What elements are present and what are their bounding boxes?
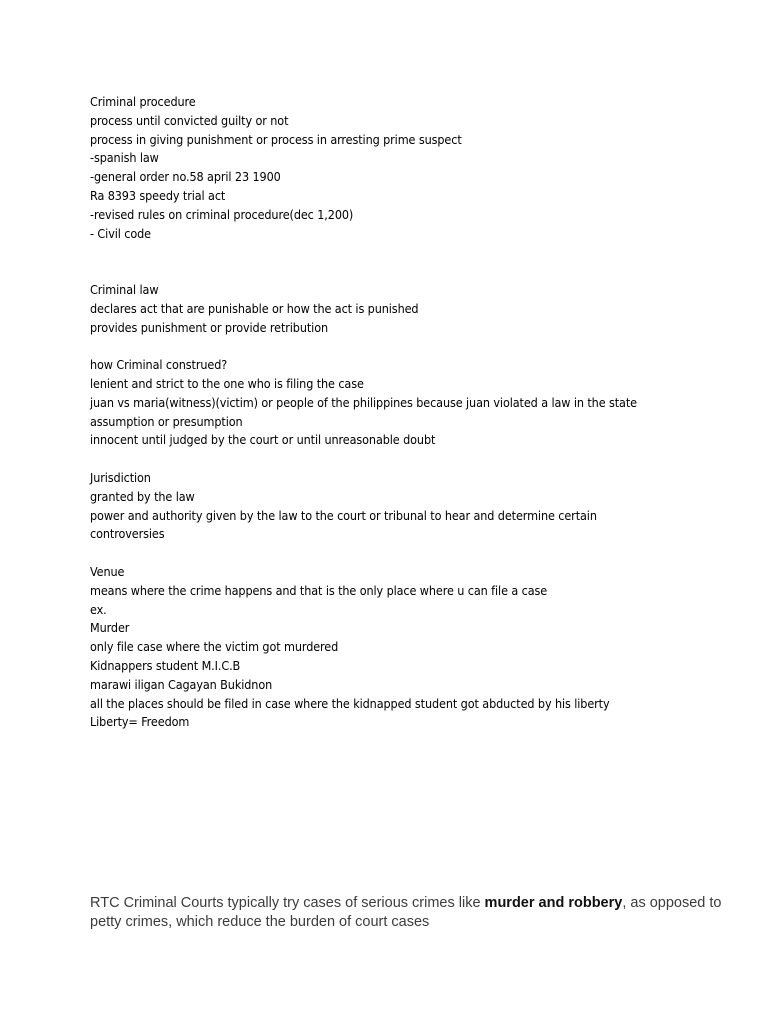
section-venue xyxy=(90,563,740,732)
blank-space xyxy=(90,243,740,281)
note-line: only file case where the victim got murdered xyxy=(90,639,339,655)
blank-space xyxy=(90,450,740,469)
note-line: declares act that are punishable or how the act is punished xyxy=(90,300,419,316)
note-line: -general order no.58 april 23 1900 xyxy=(90,169,281,185)
note-line: Liberty= Freedom xyxy=(90,714,190,730)
note-line: juan vs maria(witness)(victim) or people of the philippines because juan violated a law in the state xyxy=(90,394,637,410)
section-heading: Criminal procedure xyxy=(90,94,196,109)
note-line: process in giving punishment or process in arresting prime suspect xyxy=(90,131,462,147)
section-heading: Venue xyxy=(90,563,125,579)
blank-space xyxy=(90,544,740,563)
section-heading: Jurisdiction xyxy=(90,469,151,485)
footer-paragraph xyxy=(90,894,730,932)
footer-text-before: RTC Criminal Courts typically try cases of serious crimes like xyxy=(90,894,485,911)
section-criminal-procedure xyxy=(90,93,740,243)
note-line: Kidnappers student M.I.C.B xyxy=(90,657,241,673)
note-line: provides punishment or provide retribution xyxy=(90,319,329,335)
note-line: assumption or presumption xyxy=(90,413,243,429)
section-how-construed xyxy=(90,356,740,450)
section-criminal-law xyxy=(90,281,740,337)
note-line: - Civil code xyxy=(90,225,152,241)
section-heading: how Criminal construed? xyxy=(90,357,228,373)
note-line: controversies xyxy=(90,526,165,542)
note-line: power and authority given by the law to the court or tribunal to hear and determine certain xyxy=(90,507,597,523)
note-line: -spanish law xyxy=(90,150,159,166)
note-line: process until convicted guilty or not xyxy=(90,112,289,128)
note-line: all the places should be filed in case where the kidnapped student got abducted by his liberty xyxy=(90,695,610,711)
note-line: ex. xyxy=(90,601,107,617)
note-line: -revised rules on criminal procedure(dec 1,200) xyxy=(90,206,354,222)
note-line: means where the crime happens and that is the only place where u can file a case xyxy=(90,582,548,598)
section-jurisdiction xyxy=(90,469,740,544)
notes-body xyxy=(90,93,740,732)
note-line: innocent until judged by the court or until unreasonable doubt xyxy=(90,432,436,448)
footer-bold-text: murder and robbery xyxy=(484,894,623,911)
note-line: lenient and strict to the one who is filing the case xyxy=(90,375,364,391)
note-line: Murder xyxy=(90,620,130,636)
note-line: granted by the law xyxy=(90,488,195,504)
note-line: Ra 8393 speedy trial act xyxy=(90,187,226,203)
footer-text-after: , as opposed to petty crimes, which reduce the burden of court cases xyxy=(90,894,722,930)
section-heading: Criminal law xyxy=(90,281,159,297)
blank-space xyxy=(90,337,740,356)
note-line: marawi iligan Cagayan Bukidnon xyxy=(90,676,273,692)
